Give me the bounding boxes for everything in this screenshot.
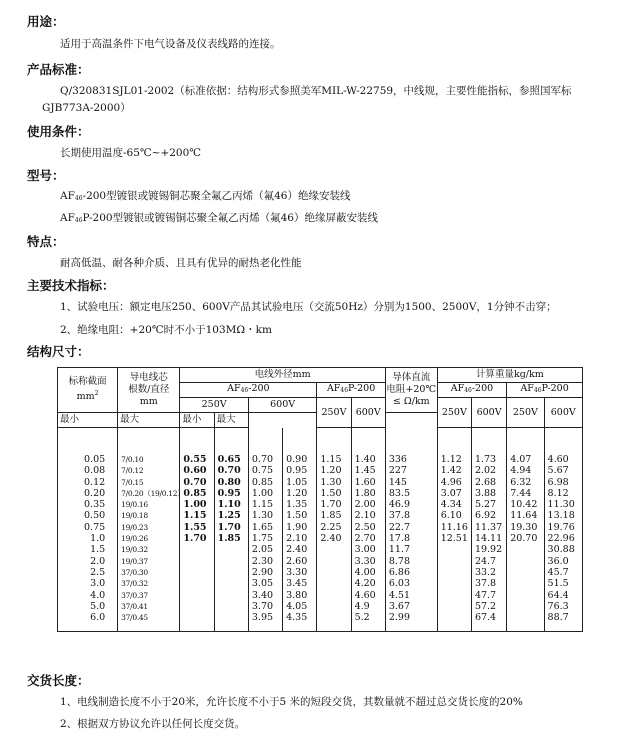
table-cell: 11.30	[544, 499, 582, 510]
section-header-sup: 2	[94, 390, 99, 398]
table-cell	[437, 567, 471, 578]
table-cell: 1.73	[471, 428, 506, 466]
table-cell: 14.11	[471, 533, 506, 544]
table-cell: 6.0	[58, 612, 118, 632]
table-cell	[437, 578, 471, 589]
conductor-header-line2: 根数/直径	[128, 384, 170, 395]
model-2-prefix: AF	[60, 212, 75, 224]
table-cell: 4.05	[283, 601, 317, 612]
table-cell: 7/0.15	[118, 477, 180, 488]
table-cell: 8.78	[385, 556, 437, 567]
table-cell: 0.08	[58, 465, 118, 476]
resistance-header-line3: ≤ Ω/km	[392, 396, 430, 407]
table-cell: 19/0.23	[118, 522, 180, 533]
max-header-250: 最大	[118, 413, 180, 428]
table-cell	[317, 612, 351, 632]
table-cell: 1.42	[437, 465, 471, 476]
table-cell: 3.95	[248, 612, 282, 632]
table-cell: 4.60	[544, 428, 582, 466]
table-cell	[507, 601, 544, 612]
table-cell: 1.00	[248, 488, 282, 499]
table-cell	[180, 544, 214, 555]
table-cell	[507, 612, 544, 632]
table-cell: 0.95	[214, 488, 248, 499]
section-header-line1: 标称截面	[68, 376, 107, 388]
table-cell: 0.70	[180, 477, 214, 488]
table-cell: 2.99	[385, 612, 437, 632]
table-cell: 11.16	[437, 522, 471, 533]
table-cell: 3.70	[248, 601, 282, 612]
table-cell: 7/0.20（19/0.12）	[118, 488, 180, 499]
spec-table	[57, 367, 583, 632]
table-cell: 2.70	[351, 533, 385, 544]
afp-250v-header: 250V	[317, 398, 351, 428]
table-cell: 1.50	[283, 510, 317, 521]
table-cell: 30.88	[544, 544, 582, 555]
table-cell: 37/0.37	[118, 590, 180, 601]
table-cell	[317, 578, 351, 589]
table-cell: 19/0.16	[118, 499, 180, 510]
table-cell: 2.90	[248, 567, 282, 578]
table-cell: 3.07	[437, 488, 471, 499]
table-cell: 0.12	[58, 477, 118, 488]
table-cell: 5.27	[471, 499, 506, 510]
resistance-header-line1: 导体直流	[392, 372, 431, 383]
usage-text: 适用于高温条件下电气设备及仪表线路的连接。	[60, 38, 281, 50]
afp200-weight-header	[507, 383, 583, 398]
table-cell: 4.07	[507, 428, 544, 466]
structure-heading: 结构尺寸：	[27, 344, 90, 359]
table-row	[58, 556, 583, 567]
table-cell: 4.34	[437, 499, 471, 510]
table-cell: 46.9	[385, 499, 437, 510]
afp200w-prefix: AF	[520, 383, 534, 394]
table-cell: 4.60	[351, 590, 385, 601]
table-cell: 1.50	[317, 488, 351, 499]
w-afp-600v-header: 600V	[544, 398, 582, 428]
table-cell: 1.15	[180, 510, 214, 521]
table-cell: 2.10	[351, 510, 385, 521]
min-header-600: 最小	[180, 413, 214, 428]
table-cell: 37/0.41	[118, 601, 180, 612]
table-cell: 2.68	[471, 477, 506, 488]
table-cell: 0.60	[180, 465, 214, 476]
table-cell: 83.5	[385, 488, 437, 499]
table-cell: 36.0	[544, 556, 582, 567]
table-cell	[180, 612, 214, 632]
table-row	[58, 477, 583, 488]
table-row	[58, 544, 583, 555]
table-cell: 3.30	[283, 567, 317, 578]
tech-item-1: 1、试验电压：额定电压250、600V产品其试验电压（交流50Hz）分别为1500、2500V，1分钟不击穿；	[60, 301, 557, 313]
table-cell: 4.9	[351, 601, 385, 612]
table-cell: 19.30	[507, 522, 544, 533]
table-cell: 2.25	[317, 522, 351, 533]
table-cell: 1.00	[180, 499, 214, 510]
model-item-1	[60, 188, 350, 203]
col-resistance-header	[385, 368, 437, 413]
table-cell	[507, 556, 544, 567]
model-1-prefix: AF	[60, 190, 75, 202]
table-cell: 19/0.26	[118, 533, 180, 544]
table-cell: 4.35	[283, 612, 317, 632]
model-1-rest: -200型镀银或镀锡铜芯聚全氟乙丙烯（氟46）绝缘安装线	[82, 190, 351, 202]
table-cell: 22.7	[385, 522, 437, 533]
afp-600v-header: 600V	[351, 398, 385, 428]
table-cell	[317, 567, 351, 578]
table-cell: 11.64	[507, 510, 544, 521]
table-row	[58, 428, 583, 466]
af200w-sub: 46	[464, 387, 472, 394]
table-cell: 76.3	[544, 601, 582, 612]
table-cell: 6.03	[385, 578, 437, 589]
table-cell: 0.55	[180, 428, 214, 466]
table-cell	[437, 590, 471, 601]
delivery-heading: 交货长度：	[27, 673, 90, 688]
af-600v-header: 600V	[248, 398, 316, 413]
table-cell: 88.7	[544, 612, 582, 632]
table-cell: 19.92	[471, 544, 506, 555]
table-cell: 3.05	[248, 578, 282, 589]
spec-table-wrapper	[57, 367, 583, 667]
table-cell: 1.05	[283, 477, 317, 488]
table-cell: 1.20	[317, 465, 351, 476]
table-cell: 64.4	[544, 590, 582, 601]
table-cell: 1.45	[351, 465, 385, 476]
table-cell: 3.67	[385, 601, 437, 612]
table-cell: 1.0	[58, 533, 118, 544]
table-cell: 1.30	[248, 510, 282, 521]
table-cell: 1.70	[214, 522, 248, 533]
tech-item-2: 2、绝缘电阻：+20℃时不小于103MΩ・km	[60, 324, 272, 336]
af200-suffix: -200	[248, 383, 270, 394]
table-row	[58, 601, 583, 612]
table-cell: 3.40	[248, 590, 282, 601]
features-heading: 特点：	[27, 234, 65, 249]
table-row	[58, 590, 583, 601]
af200w-suffix: -200	[471, 383, 494, 394]
table-cell	[437, 556, 471, 567]
table-cell: 2.50	[351, 522, 385, 533]
table-cell	[214, 590, 248, 601]
table-cell: 1.5	[58, 544, 118, 555]
table-cell: 33.2	[471, 567, 506, 578]
table-cell: 1.20	[283, 488, 317, 499]
table-cell	[507, 590, 544, 601]
conductor-header-line3: mm	[139, 396, 158, 407]
table-cell: 11.37	[471, 522, 506, 533]
table-cell: 0.50	[58, 510, 118, 521]
table-cell: 7/0.10	[118, 428, 180, 466]
af200w-prefix: AF	[450, 383, 465, 394]
af200-sub: 46	[240, 387, 249, 394]
table-cell: 4.96	[437, 477, 471, 488]
table-cell: 11.7	[385, 544, 437, 555]
model-item-2	[60, 210, 378, 225]
table-cell: 0.65	[214, 428, 248, 466]
table-cell: 67.4	[471, 612, 506, 632]
delivery-item-1: 1、电线制造长度不小于20米，允许长度不小于5 米的短段交货，其数量就不超过总交货长度的20%	[60, 696, 523, 708]
standard-heading: 产品标准：	[27, 62, 90, 77]
table-cell: 1.10	[214, 499, 248, 510]
table-row	[58, 578, 583, 589]
outer-diameter-header: 电线外径mm	[180, 368, 385, 383]
table-cell: 8.12	[544, 488, 582, 499]
table-cell: 6.86	[385, 567, 437, 578]
table-cell: 2.0	[58, 556, 118, 567]
table-cell: 57.2	[471, 601, 506, 612]
w-af-250v-header: 250V	[437, 398, 471, 428]
table-cell	[317, 544, 351, 555]
af200-weight-header	[437, 383, 507, 398]
table-cell: 45.7	[544, 567, 582, 578]
table-cell: 2.5	[58, 567, 118, 578]
table-cell: 0.05	[58, 428, 118, 466]
table-cell: 2.10	[283, 533, 317, 544]
table-cell: 1.85	[214, 533, 248, 544]
table-cell: 6.10	[437, 510, 471, 521]
table-cell: 3.30	[351, 556, 385, 567]
table-cell: 0.75	[58, 522, 118, 533]
af200-diameter-header	[180, 383, 317, 398]
table-cell: 19/0.32	[118, 544, 180, 555]
models-heading: 型号：	[27, 168, 65, 183]
afp200w-suffix: P-200	[541, 383, 569, 394]
delivery-item-2: 2、根据双方协议允许以任何长度交货。	[60, 718, 246, 730]
table-cell: 19/0.18	[118, 510, 180, 521]
table-cell: 2.00	[351, 499, 385, 510]
table-row	[58, 567, 583, 578]
section-header-line2: mm	[76, 391, 95, 403]
table-cell	[507, 544, 544, 555]
table-cell: 0.90	[283, 428, 317, 466]
table-cell	[180, 556, 214, 567]
afp200w-sub: 46	[533, 387, 542, 394]
table-cell: 1.90	[283, 522, 317, 533]
min-header-250: 最小	[58, 413, 118, 428]
table-cell: 51.5	[544, 578, 582, 589]
table-row	[58, 488, 583, 499]
table-cell: 0.85	[248, 477, 282, 488]
table-cell	[437, 601, 471, 612]
model-1-sub: 46	[74, 195, 83, 202]
table-cell: 1.30	[317, 477, 351, 488]
table-cell: 0.20	[58, 488, 118, 499]
table-cell: 4.00	[351, 567, 385, 578]
table-cell: 37.8	[471, 578, 506, 589]
table-cell	[214, 601, 248, 612]
table-cell: 0.75	[248, 465, 282, 476]
w-af-600v-header: 600V	[471, 398, 506, 428]
table-cell: 1.15	[248, 499, 282, 510]
table-row	[58, 510, 583, 521]
weight-header: 计算重量kg/km	[437, 368, 582, 383]
table-cell: 4.94	[507, 465, 544, 476]
table-cell: 22.96	[544, 533, 582, 544]
table-cell	[214, 544, 248, 555]
conditions-heading: 使用条件：	[27, 124, 90, 139]
table-cell: 2.40	[283, 544, 317, 555]
table-cell: 37.8	[385, 510, 437, 521]
table-cell: 2.05	[248, 544, 282, 555]
table-cell: 37/0.32	[118, 578, 180, 589]
table-cell: 0.95	[283, 465, 317, 476]
table-cell: 37/0.45	[118, 612, 180, 632]
table-cell	[214, 567, 248, 578]
table-cell: 1.12	[437, 428, 471, 466]
afp200-sub: 46	[340, 387, 349, 394]
table-cell: 336	[385, 428, 437, 466]
table-cell: 1.85	[317, 510, 351, 521]
table-cell: 0.70	[248, 428, 282, 466]
table-cell: 1.75	[248, 533, 282, 544]
model-2-rest: P-200型镀银或镀锡铜芯聚全氟乙丙烯（氟46）绝缘屏蔽安装线	[82, 212, 378, 224]
table-cell: 1.65	[248, 522, 282, 533]
table-cell: 2.02	[471, 465, 506, 476]
tech-heading: 主要技术指标：	[27, 278, 115, 293]
table-cell: 7/0.12	[118, 465, 180, 476]
table-cell	[214, 556, 248, 567]
table-cell: 3.0	[58, 578, 118, 589]
table-cell: 1.80	[351, 488, 385, 499]
table-cell	[180, 601, 214, 612]
table-cell	[180, 567, 214, 578]
table-cell: 1.15	[317, 428, 351, 466]
table-cell	[437, 612, 471, 632]
table-cell: 19/0.37	[118, 556, 180, 567]
table-cell: 2.30	[248, 556, 282, 567]
table-cell: 1.40	[351, 428, 385, 466]
table-cell: 20.70	[507, 533, 544, 544]
spec-table-body	[58, 428, 583, 632]
table-cell: 24.7	[471, 556, 506, 567]
table-cell: 7.44	[507, 488, 544, 499]
table-cell: 4.0	[58, 590, 118, 601]
table-row	[58, 612, 583, 632]
table-cell: 0.70	[214, 465, 248, 476]
table-cell	[317, 556, 351, 567]
table-cell: 5.0	[58, 601, 118, 612]
table-cell	[507, 567, 544, 578]
table-cell: 3.80	[283, 590, 317, 601]
usage-heading: 用途：	[27, 14, 65, 29]
table-cell: 4.51	[385, 590, 437, 601]
table-cell: 1.55	[180, 522, 214, 533]
conditions-text: 长期使用温度-65℃~+200℃	[60, 147, 202, 159]
afp200-suffix: P-200	[348, 383, 376, 394]
model-2-sub: 46	[74, 217, 83, 224]
table-cell: 145	[385, 477, 437, 488]
table-cell: 2.40	[317, 533, 351, 544]
table-cell: 0.80	[214, 477, 248, 488]
table-cell: 0.85	[180, 488, 214, 499]
table-cell: 13.18	[544, 510, 582, 521]
table-cell: 2.60	[283, 556, 317, 567]
table-cell: 6.98	[544, 477, 582, 488]
resistance-header-line2: 电阻+20℃	[386, 384, 437, 395]
table-row	[58, 533, 583, 544]
table-cell	[214, 578, 248, 589]
table-cell	[180, 590, 214, 601]
af-250v-header: 250V	[180, 398, 248, 413]
table-cell	[180, 578, 214, 589]
max-header-600: 最大	[214, 413, 248, 428]
col-section-header	[58, 368, 118, 413]
afp200-diameter-header	[317, 383, 386, 398]
w-afp-250v-header: 250V	[507, 398, 544, 428]
col-conductor-header	[118, 368, 180, 413]
standard-line-1: Q/320831SJL01-2002（标准依据：结构形式参照美军MIL-W-22759，中线规，主要性能指标，参照国军标	[60, 85, 572, 97]
table-cell: 3.88	[471, 488, 506, 499]
table-cell: 10.42	[507, 499, 544, 510]
table-cell: 5.67	[544, 465, 582, 476]
table-row	[58, 499, 583, 510]
table-cell	[214, 612, 248, 632]
table-row	[58, 522, 583, 533]
standard-line-2: GJB773A-2000）	[42, 102, 131, 114]
conductor-header-line1: 导电线芯	[129, 372, 168, 383]
table-cell: 3.45	[283, 578, 317, 589]
af200-prefix: AF	[227, 383, 241, 394]
table-cell	[507, 578, 544, 589]
afp200-prefix: AF	[326, 383, 341, 394]
table-cell: 37/0.30	[118, 567, 180, 578]
table-cell: 12.51	[437, 533, 471, 544]
table-cell: 6.92	[471, 510, 506, 521]
table-cell: 227	[385, 465, 437, 476]
table-cell: 1.60	[351, 477, 385, 488]
table-cell: 47.7	[471, 590, 506, 601]
table-cell: 17.8	[385, 533, 437, 544]
table-cell: 4.20	[351, 578, 385, 589]
table-cell: 0.35	[58, 499, 118, 510]
table-cell: 1.25	[214, 510, 248, 521]
table-cell: 1.70	[317, 499, 351, 510]
features-text: 耐高低温、耐各种介质、且具有优异的耐热老化性能	[60, 257, 302, 269]
table-cell	[317, 590, 351, 601]
table-cell: 3.00	[351, 544, 385, 555]
table-cell: 19.76	[544, 522, 582, 533]
table-cell: 1.70	[180, 533, 214, 544]
table-cell: 6.32	[507, 477, 544, 488]
table-row	[58, 465, 583, 476]
table-cell: 5.2	[351, 612, 385, 632]
table-cell	[317, 601, 351, 612]
table-cell: 1.35	[283, 499, 317, 510]
table-cell	[437, 544, 471, 555]
